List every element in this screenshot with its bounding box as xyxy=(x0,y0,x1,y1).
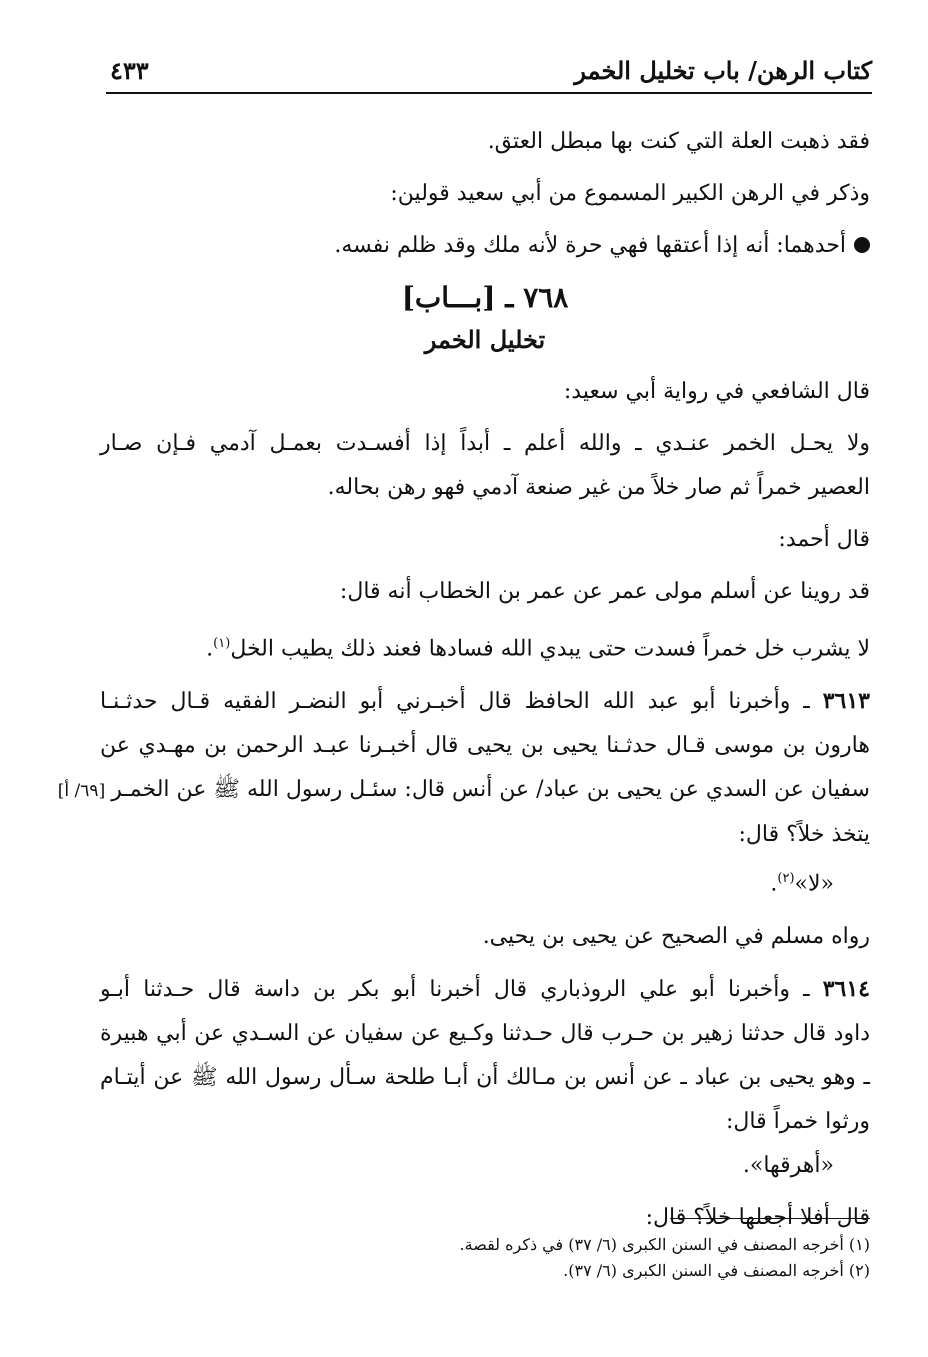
page-number: ٤٣٣ xyxy=(110,56,149,85)
footnotes xyxy=(100,1232,870,1284)
paragraph-line: ورثوا خمراً قال: xyxy=(725,1108,870,1134)
hadith-number: ٣٦١٣ xyxy=(822,688,870,715)
bullet-text: أحدهما: أنه إذا أعتقها فهي حرة لأنه ملك وقد ظلم نفسه. xyxy=(334,233,846,258)
running-head xyxy=(106,52,872,94)
hadith-text: ـ وأخبرنا أبو عبد الله الحافظ قال أخبـرني أبو النضـر الفقيه قـال حدثـنـا xyxy=(100,689,810,715)
paragraph-line: هارون بن موسى قـال حدثـنا يحيى بن يحيى قال أخبـرنا عبـد الرحمن بن مهـدي عن xyxy=(100,733,870,759)
hadith-text: سفيان عن السدي عن يحيى بن عباد/ عن أنس قال: سئـل رسول الله ﷺ عن الخمـر xyxy=(111,777,870,803)
paragraph-line: العصير خمراً ثم صار خلاً من غير صنعة آدمي فهو رهن بحاله. xyxy=(327,475,870,500)
paragraph-line: ـ وهو يحيى بن عباد ـ عن أنس بن مـالك أن أبـا طلحة سـأل رسول الله ﷺ عن أيتـام xyxy=(100,1064,870,1090)
answer-end: . xyxy=(770,871,778,897)
answer-text: «لا» xyxy=(794,871,834,897)
quote-line xyxy=(100,622,870,671)
running-title: كتاب الرهن/ باب تخليل الخمر xyxy=(574,56,872,85)
hadith-line-with-marker xyxy=(57,768,870,813)
hadith-text: ـ وأخبرنا أبو علي الروذباري قال أخبرنا أبو بكر بن داسة قال حـدثنا أبـو xyxy=(100,976,810,1002)
answer-line xyxy=(100,857,870,906)
paragraph-line: قال أفلا أجعلها خلاً؟ قال: xyxy=(645,1204,870,1230)
footnote: (٢) أخرجه المصنف في السنن الكبرى (٦/ ٣٧). xyxy=(563,1261,870,1280)
footnote: (١) أخرجه المصنف في السنن الكبرى (٦/ ٣٧) في ذكره لقصة. xyxy=(459,1235,870,1254)
chapter-title: تخليل الخمر xyxy=(424,325,546,354)
paragraph-line: رواه مسلم في الصحيح عن يحيى بن يحيى. xyxy=(482,923,870,949)
bullet-icon xyxy=(854,237,870,253)
folio-marker: [٦٩/ أ] xyxy=(57,781,106,802)
footnote-ref: (٢) xyxy=(777,871,795,887)
paragraph-line: ولا يحـل الخمر عنـدي ـ والله أعلم ـ أبداً إذا أفسـدت بعمـل آدمي فـإن صـار xyxy=(100,431,870,456)
answer-line: «أهرقها». xyxy=(742,1152,834,1178)
footnote-divider xyxy=(670,1218,870,1219)
hadith-first-line xyxy=(100,967,870,1012)
paragraph-line: قال أحمد: xyxy=(778,527,870,552)
paragraph-line: قد روينا عن أسلم مولى عمر عن عمر بن الخطاب أنه قال: xyxy=(339,579,870,604)
paragraph-line: يتخذ خلاً؟ قال: xyxy=(738,822,870,848)
paragraph-line: قال الشافعي في رواية أبي سعيد: xyxy=(563,379,870,404)
hadith-first-line xyxy=(100,679,870,724)
paragraph-line: فقد ذهبت العلة التي كنت بها مبطل العتق. xyxy=(487,129,870,154)
bullet-line xyxy=(100,224,870,268)
chapter-heading: ٧٦٨ ـ [بـــاب] xyxy=(401,281,569,314)
quote-end: . xyxy=(206,636,214,662)
footnote-ref: (١) xyxy=(213,636,231,651)
quote-text: لا يشرب خل خمراً فسدت حتى يبدي الله فسادها فعند ذلك يطيب الخل xyxy=(230,636,870,662)
paragraph-line: وذكر في الرهن الكبير المسموع من أبي سعيد قولين: xyxy=(390,181,870,206)
body-text xyxy=(57,120,870,1240)
paragraph-line: داود قال حدثنا زهير بن حـرب قال حـدثنا وكـيع عن سفيان عن السـدي عن أبي هبيرة xyxy=(100,1020,870,1046)
hadith-number: ٣٦١٤ xyxy=(822,975,870,1002)
